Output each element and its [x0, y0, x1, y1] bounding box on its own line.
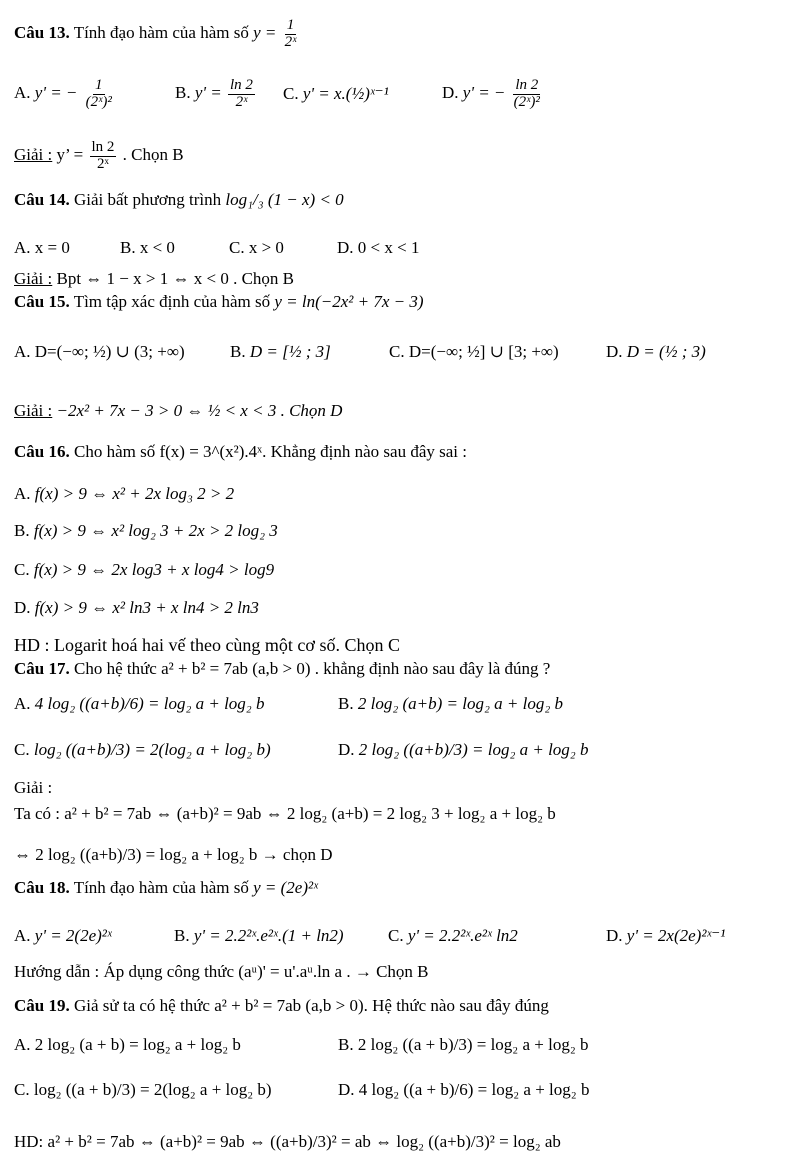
option-a	[14, 78, 116, 111]
option-text: f(x) > 9 ⇔ x² ln3 + x ln4 > 2 ln3	[34, 598, 259, 617]
option-text: x < 0	[139, 238, 175, 257]
question-19	[14, 996, 549, 1016]
option-letter: D.	[338, 740, 355, 759]
question-stem: Cho hàm số f(x) = 3^(x²).4ˣ. Khẳng định nào sau đây sai :	[73, 442, 467, 461]
denominator: (2ˣ)²	[85, 93, 112, 110]
option-letter: A.	[14, 83, 31, 103]
option-letter: D.	[606, 926, 623, 945]
numerator: 1	[95, 77, 103, 93]
option-text: x = 0	[34, 238, 70, 257]
question-number: Câu 18.	[14, 878, 70, 897]
option-letter: C.	[14, 560, 30, 579]
solution-14	[14, 269, 294, 289]
option-letter: A.	[14, 1035, 31, 1054]
denominator: 2ˣ	[284, 33, 297, 50]
option-letter: B.	[174, 926, 190, 945]
option-d	[338, 1080, 589, 1100]
solution-17-line-1: Ta có : a² + b² = 7ab ⇔ (a+b)² = 9ab ⇔ 2 log₂ (a+b) = 2 log₂ 3 + log₂ a + log₂ b	[14, 804, 556, 823]
option-d	[14, 598, 259, 618]
option-d	[606, 342, 706, 362]
option-text: x > 0	[248, 238, 284, 257]
question-expression: log₁/₃ (1 − x) < 0	[225, 190, 344, 209]
option-b	[230, 342, 331, 362]
option-text: y' = −	[462, 83, 506, 103]
question-17	[14, 659, 550, 679]
option-c	[389, 342, 559, 362]
option-letter: D.	[338, 1080, 355, 1099]
question-14	[14, 190, 344, 210]
option-text: log₂ ((a + b)/3) = 2(log₂ a + log₂ b)	[33, 1080, 272, 1099]
hint-19: HD: a² + b² = 7ab ⇔ (a+b)² = 9ab ⇔ ((a+b)/3)² = ab ⇔ log₂ ((a+b)/3)² = log₂ ab	[14, 1132, 561, 1151]
option-d	[338, 740, 588, 760]
option-letter: A.	[14, 694, 31, 713]
option-text: y' = 2(2e)²ˣ	[34, 926, 112, 945]
option-text: 0 < x < 1	[357, 238, 420, 257]
solution-17-label: Giải :	[14, 778, 53, 797]
question-number: Câu 14.	[14, 190, 70, 209]
question-number: Câu 15.	[14, 292, 70, 311]
question-16	[14, 442, 467, 462]
hint-18: Hướng dẫn : Áp dụng công thức (aᵘ)' = u'.aᵘ.ln a . → Chọn B	[14, 962, 429, 981]
option-c	[229, 238, 284, 258]
solution-prefix: y’ =	[56, 145, 84, 165]
solution-text: −2x² + 7x − 3 > 0 ⇔ ½ < x < 3 . Chọn D	[56, 401, 343, 420]
option-text: y' = x.(½)ˣ⁻¹	[302, 84, 389, 103]
option-c	[14, 1080, 272, 1100]
numerator: 1	[286, 17, 295, 33]
question-expression-prefix: y =	[253, 23, 277, 43]
numerator: ln 2	[230, 77, 253, 93]
option-letter: A.	[14, 926, 31, 945]
question-number: Câu 19.	[14, 996, 70, 1015]
question-stem: Cho hệ thức a² + b² = 7ab (a,b > 0) . khẳng định nào sau đây là đúng ?	[73, 659, 551, 678]
solution-answer: . Chọn B	[122, 145, 184, 165]
hint-16: HD : Logarit hoá hai vế theo cùng một cơ số. Chọn C	[14, 635, 400, 655]
denominator: (2ˣ)²	[513, 93, 540, 110]
question-expression: y = ln(−2x² + 7x − 3)	[274, 292, 424, 311]
option-text: f(x) > 9 ⇔ 2x log3 + x log4 > log9	[33, 560, 275, 579]
question-number: Câu 17.	[14, 659, 70, 678]
question-number: Câu 16.	[14, 442, 70, 461]
solution-text: Bpt ⇔ 1 − x > 1 ⇔ x < 0 . Chọn B	[56, 269, 295, 288]
question-13	[14, 18, 300, 51]
question-15	[14, 292, 424, 312]
solution-label: Giải :	[14, 145, 53, 165]
option-letter: C.	[229, 238, 245, 257]
solution-label: Giải :	[14, 269, 53, 288]
option-c	[14, 740, 271, 760]
option-text: 2 log₂ (a + b) = log₂ a + log₂ b	[34, 1035, 241, 1054]
option-b	[175, 78, 257, 111]
option-letter: C.	[14, 1080, 30, 1099]
option-text: D = [½ ; 3]	[249, 342, 331, 361]
option-letter: C.	[14, 740, 30, 759]
question-expression-fraction	[283, 18, 299, 51]
solution-17-line-2: ⇔ 2 log₂ ((a+b)/3) = log₂ a + log₂ b → chọn D	[14, 845, 333, 864]
option-text: D=(−∞; ½) ∪ (3; +∞)	[34, 342, 185, 361]
option-text: 4 log₂ ((a + b)/6) = log₂ a + log₂ b	[358, 1080, 590, 1099]
denominator: 2ˣ	[235, 93, 248, 110]
option-fraction	[84, 78, 114, 111]
numerator: ln 2	[515, 77, 539, 93]
question-expression: y = (2e)²ˣ	[253, 878, 318, 897]
denominator: 2ˣ	[97, 155, 109, 172]
option-a	[14, 484, 234, 504]
question-18	[14, 878, 318, 898]
option-letter: D.	[442, 83, 459, 103]
option-letter: B.	[230, 342, 246, 361]
option-text: y' = 2.2²ˣ.e²ˣ.(1 + ln2)	[193, 926, 344, 945]
question-stem: Giải bất phương trình	[73, 190, 222, 209]
solution-13	[14, 140, 184, 173]
option-fraction	[228, 78, 255, 111]
option-fraction	[512, 78, 542, 111]
option-text: D = (½ ; 3)	[626, 342, 706, 361]
option-d	[442, 78, 544, 111]
option-text: 2 log₂ ((a+b)/3) = log₂ a + log₂ b	[358, 740, 589, 759]
option-letter: B.	[14, 521, 30, 540]
option-text: 2 log₂ (a+b) = log₂ a + log₂ b	[357, 694, 563, 713]
option-c	[283, 84, 389, 104]
option-text: y' = 2.2²ˣ.e²ˣ ln2	[407, 926, 518, 945]
option-a	[14, 926, 112, 946]
option-text: y' =	[194, 83, 222, 103]
option-text: log₂ ((a+b)/3) = 2(log₂ a + log₂ b)	[33, 740, 271, 759]
option-c	[14, 560, 274, 580]
option-letter: D.	[337, 238, 354, 257]
option-d	[606, 926, 725, 946]
option-text: y' = 2x(2e)²ˣ⁻¹	[626, 926, 726, 945]
option-letter: D.	[606, 342, 623, 361]
option-letter: A.	[14, 484, 31, 503]
option-letter: C.	[283, 84, 299, 103]
option-letter: D.	[14, 598, 31, 617]
question-stem: Tính đạo hàm của hàm số	[73, 23, 249, 43]
question-stem: Tìm tập xác định của hàm số	[73, 292, 271, 311]
question-number: Câu 13.	[14, 23, 70, 43]
option-text: 2 log₂ ((a + b)/3) = log₂ a + log₂ b	[357, 1035, 589, 1054]
question-stem: Giả sử ta có hệ thức a² + b² = 7ab (a,b > 0). Hệ thức nào sau đây đúng	[73, 996, 549, 1015]
option-text: 4 log₂ ((a+b)/6) = log₂ a + log₂ b	[34, 694, 265, 713]
question-stem: Tính đạo hàm của hàm số	[73, 878, 249, 897]
option-text: D=(−∞; ½] ∪ [3; +∞)	[408, 342, 559, 361]
option-b	[14, 521, 278, 541]
option-text: y' = −	[34, 83, 78, 103]
option-a	[14, 1035, 241, 1055]
solution-15	[14, 401, 342, 421]
option-a	[14, 694, 264, 714]
option-letter: C.	[389, 342, 405, 361]
option-letter: B.	[338, 694, 354, 713]
option-text: f(x) > 9 ⇔ x² log₂ 3 + 2x > 2 log₂ 3	[33, 521, 278, 540]
option-letter: B.	[175, 83, 191, 103]
option-letter: B.	[120, 238, 136, 257]
solution-label: Giải :	[14, 401, 53, 420]
numerator: ln 2	[91, 139, 115, 155]
option-a	[14, 238, 70, 258]
option-b	[174, 926, 344, 946]
option-b	[338, 694, 563, 714]
option-letter: A.	[14, 342, 31, 361]
option-b	[120, 238, 175, 258]
option-b	[338, 1035, 589, 1055]
option-a	[14, 342, 185, 362]
solution-fraction	[90, 140, 117, 173]
option-letter: B.	[338, 1035, 354, 1054]
option-d	[337, 238, 419, 258]
option-letter: C.	[388, 926, 404, 945]
option-c	[388, 926, 518, 946]
option-text: f(x) > 9 ⇔ x² + 2x log₃ 2 > 2	[34, 484, 235, 503]
option-letter: A.	[14, 238, 31, 257]
